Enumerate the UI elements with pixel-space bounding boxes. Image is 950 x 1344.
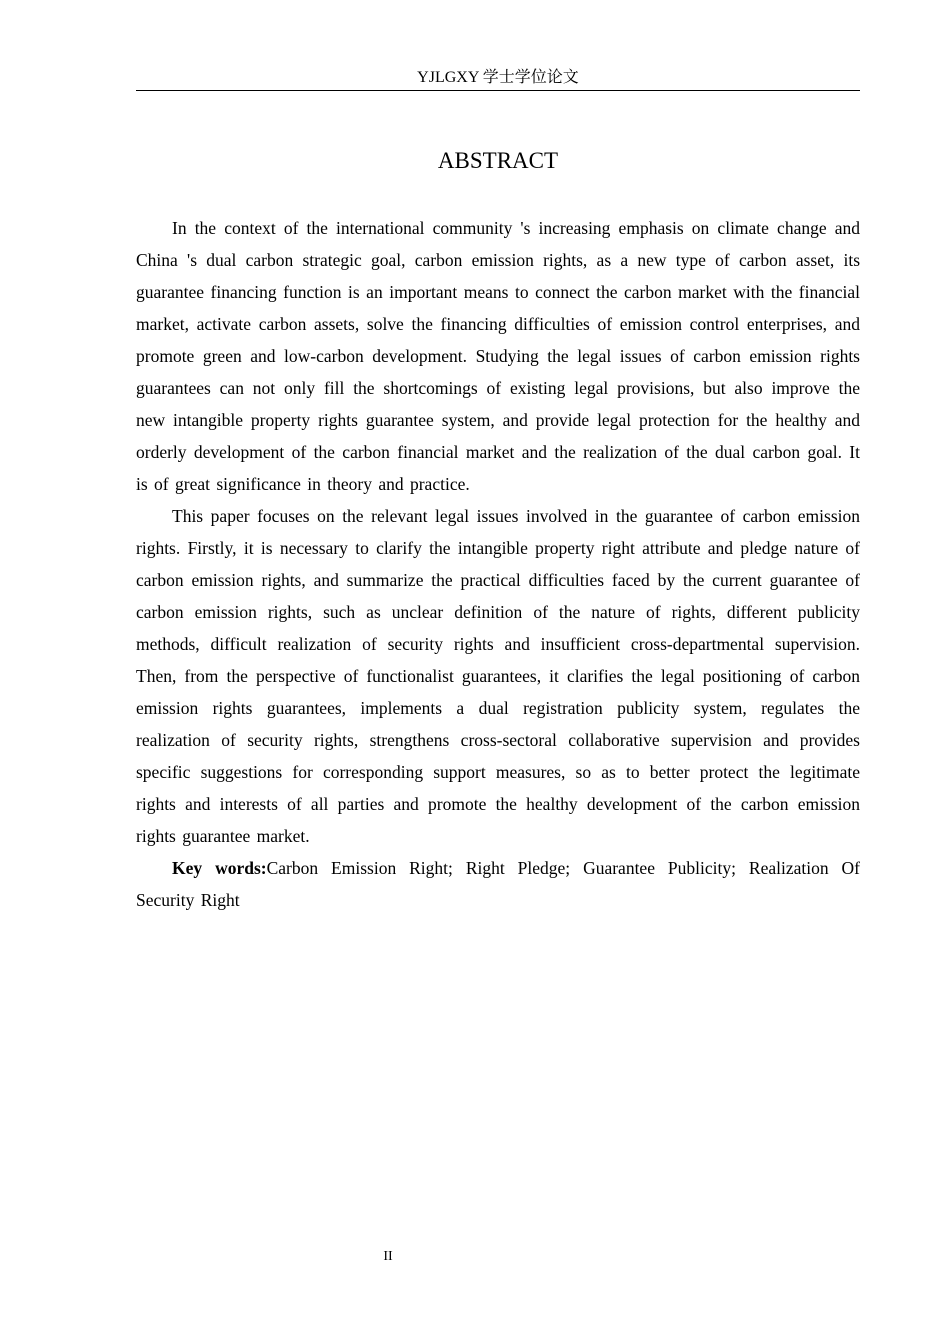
abstract-title: ABSTRACT: [437, 148, 559, 173]
keywords-line: [136, 852, 860, 916]
abstract-paragraph-1: In the context of the international community 's increasing emphasis on climate change and China 's dual carbon strategic goal, carbon emission rights, as a new type of carbon asset, its guarantee financing function is an important means to connect the carbon market with the financial market, activate carbon assets, solve the financing difficulties of emission control enterprises, and promote green and low-carbon development. Studying the legal issues of carbon emission rights guarantees can not only fill the shortcomings of existing legal provisions, but also improve the new intangible property rights guarantee system, and provide legal protection for the healthy and orderly development of the carbon financial market and the realization of the dual carbon goal. It is of great significance in theory and practice.: [136, 218, 860, 494]
abstract-paragraph-2: This paper focuses on the relevant legal issues involved in the guarantee of carbon emission rights. Firstly, it is necessary to clarify the intangible property right attribute and pledge nature of carbon emission rights, and summarize the practical difficulties faced by the current guarantee of carbon emission rights, such as unclear definition of the nature of rights, different publicity methods, difficult realization of security rights and insufficient cross-departmental supervision. Then, from the perspective of functionalist guarantees, it clarifies the legal positioning of carbon emission rights guarantees, implements a dual registration publicity system, regulates the realization of security rights, strengthens cross-sectoral collaborative supervision and provides specific suggestions for corresponding support measures, so as to better protect the legitimate rights and interests of all parties and promote the healthy development of the carbon emission rights guarantee market.: [136, 506, 860, 846]
abstract-body: [136, 212, 860, 916]
header-rule: [136, 90, 860, 91]
keywords-label: Key words:: [172, 858, 267, 878]
running-header: YJLGXY 学士学位论文: [417, 69, 579, 86]
keywords-text: Carbon Emission Right; Right Pledge; Guarantee Publicity; Realization Of Security Right: [136, 858, 860, 910]
page-number: II: [383, 1249, 393, 1264]
